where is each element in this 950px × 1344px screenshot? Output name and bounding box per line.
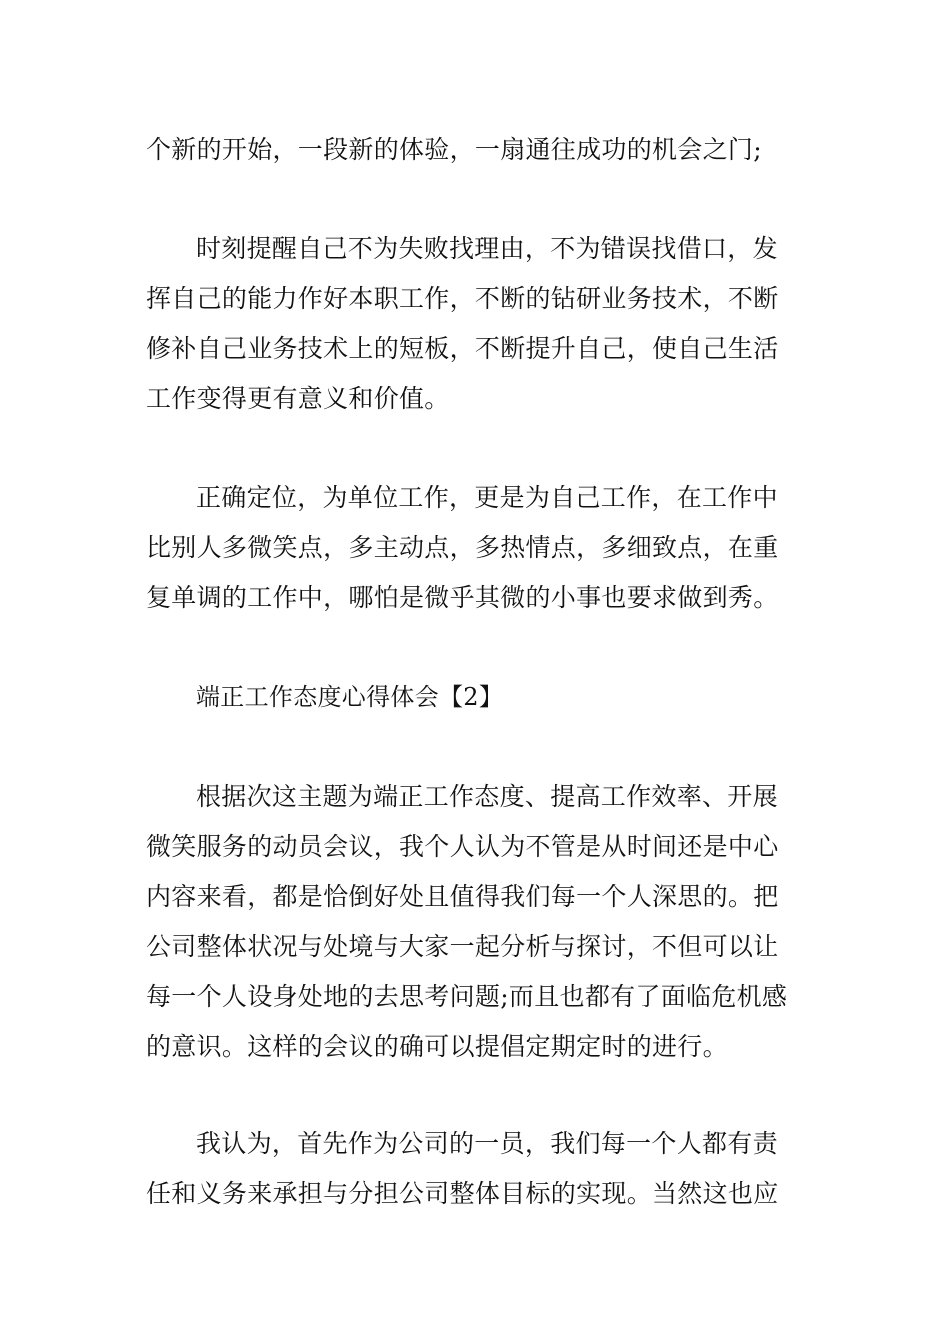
text-line: 我认为，首先作为公司的一员，我们每一个人都有责	[196, 1129, 778, 1158]
section-heading	[146, 672, 806, 722]
text-line: 根据次这主题为端正工作态度、提高工作效率、开展	[196, 782, 778, 811]
text-line: 微笑服务的动员会议，我个人认为不管是从时间还是中心	[146, 832, 779, 861]
text-line: 的意识。这样的会议的确可以提倡定期定时的进行。	[146, 1032, 728, 1061]
text-line: 个新的开始，一段新的体验，一扇通往成功的机会之门;	[146, 135, 762, 164]
text-line: 挥自己的能力作好本职工作，不断的钻研业务技术，不断	[146, 284, 779, 313]
paragraph	[146, 125, 806, 175]
text-line: 工作变得更有意义和价值。	[146, 384, 450, 413]
text-line: 公司整体状况与处境与大家一起分析与探讨，不但可以让	[146, 932, 779, 961]
text-line: 修补自己业务技术上的短板，不断提升自己，使自己生活	[146, 334, 779, 363]
text-line: 任和义务来承担与分担公司整体目标的实现。当然这也应	[146, 1179, 779, 1208]
text-line: 复单调的工作中，哪怕是微乎其微的小事也要求做到秀。	[146, 583, 779, 612]
heading-text: 端正工作态度心得体会【2】	[196, 683, 504, 711]
text-line: 每一个人设身处地的去思考问题;而且也都有了面临危机感	[146, 982, 788, 1011]
text-line: 比别人多微笑点，多主动点，多热情点，多细致点，在重	[146, 533, 779, 562]
text-line: 时刻提醒自己不为失败找理由，不为错误找借口，发	[196, 234, 778, 263]
paragraph	[146, 772, 806, 1072]
paragraph	[146, 473, 806, 623]
text-line: 正确定位，为单位工作，更是为自己工作，在工作中	[196, 483, 778, 512]
paragraph	[146, 224, 806, 424]
text-line: 内容来看，都是恰倒好处且值得我们每一个人深思的。把	[146, 882, 779, 911]
paragraph	[146, 1119, 806, 1219]
